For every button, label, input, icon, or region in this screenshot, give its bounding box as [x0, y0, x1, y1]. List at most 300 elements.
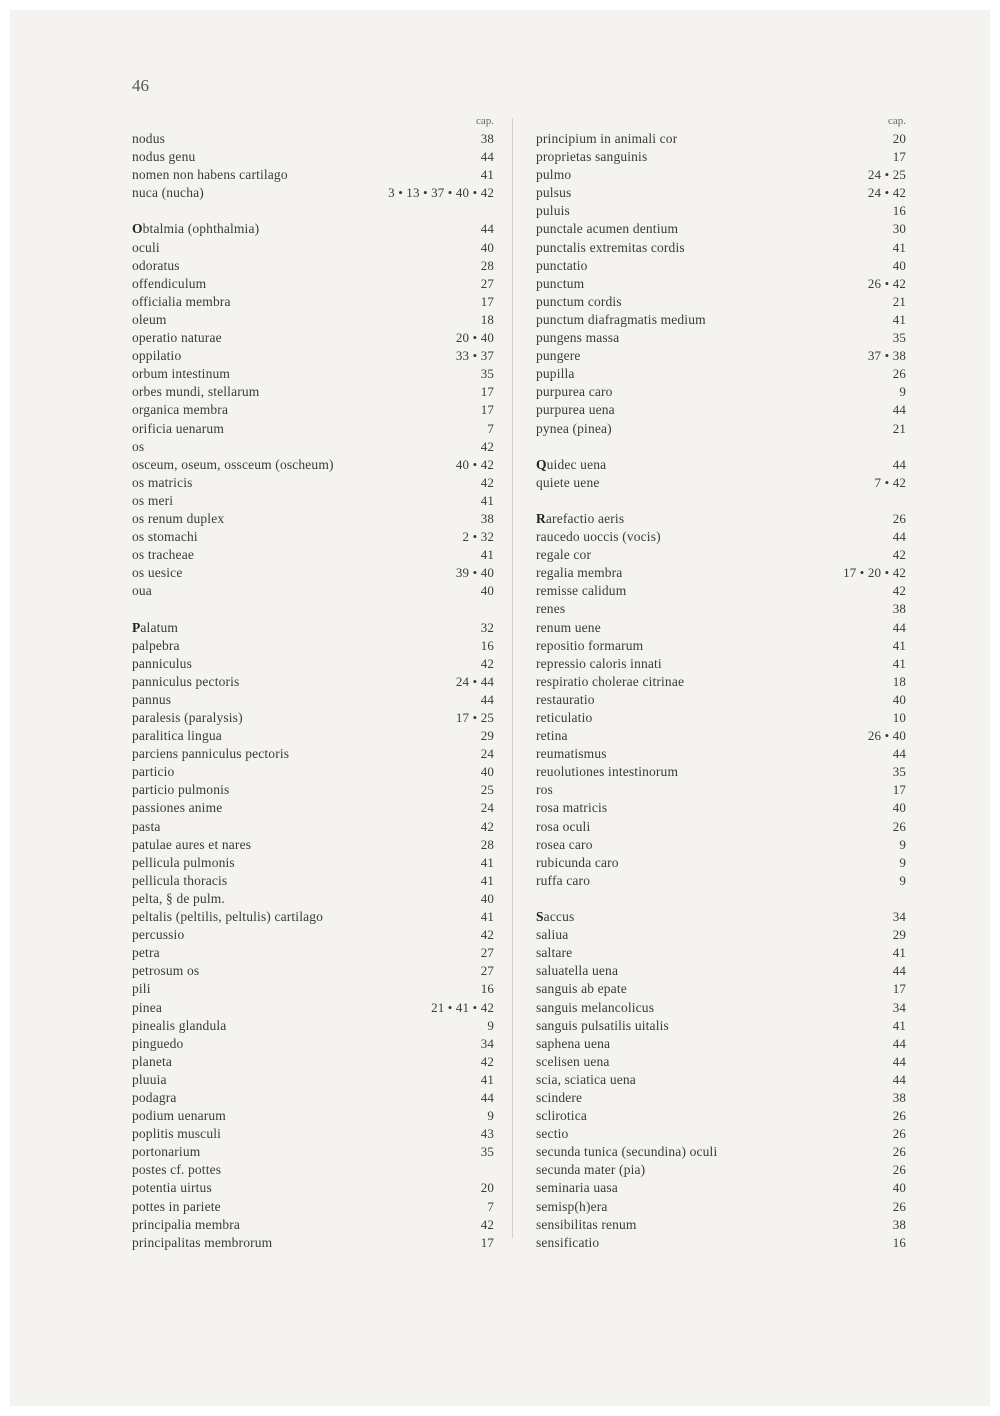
index-entry [132, 275, 494, 293]
index-entry [536, 1216, 906, 1234]
entry-term-text: officialia membra [132, 293, 231, 309]
entry-term-text: arefactio aeris [545, 510, 625, 526]
entry-term-text: semisp(h)era [536, 1198, 608, 1214]
entry-chapter-ref: 16 [480, 981, 494, 997]
entry-term [132, 1071, 167, 1089]
entry-chapter-ref: 41 [480, 1071, 494, 1087]
entry-term-text: sanguis melancolicus [536, 999, 655, 1015]
index-entry [132, 818, 494, 836]
entry-term [132, 980, 151, 998]
entry-chapter-ref: 7 [487, 420, 494, 436]
entry-term [132, 999, 162, 1017]
entry-term-text: scelisen uena [536, 1053, 610, 1069]
index-entry [536, 727, 906, 745]
index-entry [536, 528, 906, 546]
index-entry [536, 130, 906, 148]
entry-term [132, 166, 288, 184]
entry-term-text: orbum intestinum [132, 366, 231, 382]
entry-term-text: sanguis ab epate [536, 981, 627, 997]
entry-chapter-ref: 42 [480, 927, 494, 943]
index-entry [536, 655, 906, 673]
entry-chapter-ref: 17 [892, 782, 906, 798]
entry-term [536, 347, 581, 365]
entry-term-text: pellicula pulmonis [132, 854, 235, 870]
entry-term-text: oleum [132, 311, 167, 327]
index-entry [132, 655, 494, 673]
index-entry [536, 818, 906, 836]
entry-chapter-ref: 26 [892, 818, 906, 834]
entry-term-text: punctum diafragmatis medium [536, 311, 706, 327]
entry-chapter-ref: 42 [892, 547, 906, 563]
index-entry [132, 311, 494, 329]
index-entry [132, 474, 494, 492]
entry-chapter-ref: 41 [892, 637, 906, 653]
entry-term-text: pinealis glandula [132, 1017, 227, 1033]
index-entry [536, 582, 906, 600]
entry-term-text: pinguedo [132, 1035, 184, 1051]
index-entry [536, 456, 906, 474]
entry-chapter-ref: 17 [892, 981, 906, 997]
entry-chapter-ref: 17 • 25 [455, 710, 494, 725]
section-initial: R [536, 510, 546, 526]
index-entry [536, 474, 906, 492]
index-entry [132, 1107, 494, 1125]
entry-term-text: poplitis musculi [132, 1126, 222, 1142]
entry-term [536, 275, 584, 293]
entry-chapter-ref: 38 [480, 131, 494, 146]
index-entry [132, 944, 494, 962]
section-initial: P [132, 619, 141, 635]
entry-term [132, 944, 160, 962]
entry-term [536, 1216, 637, 1234]
entry-term-text: paralesis (paralysis) [132, 710, 243, 725]
index-entry [536, 311, 906, 329]
entry-term-text: passiones anime [132, 800, 223, 816]
index-entry [132, 999, 494, 1017]
entry-term-text: btalmia (ophthalmia) [142, 221, 260, 237]
entry-term-text: nuca (nucha) [132, 185, 204, 201]
index-entry [536, 1179, 906, 1197]
entry-chapter-ref: 7 • 42 [874, 474, 906, 490]
entry-term [132, 239, 160, 257]
entry-term [536, 944, 572, 962]
entry-chapter-ref: 17 [480, 1234, 494, 1250]
entry-term-text: sectio [536, 1126, 569, 1142]
entry-chapter-ref: 40 [480, 764, 494, 780]
entry-term-text: reticulatio [536, 710, 593, 725]
entry-term [536, 184, 571, 202]
entry-term-text: sclirotica [536, 1108, 587, 1124]
entry-term-text: panniculus pectoris [132, 673, 240, 689]
index-entry [132, 1053, 494, 1071]
entry-term-text: palpebra [132, 637, 180, 653]
entry-chapter-ref: 38 [480, 510, 494, 526]
index-entry [132, 691, 494, 709]
index-entry [536, 926, 906, 944]
index-entry [536, 619, 906, 637]
entry-term-text: os renum duplex [132, 510, 225, 526]
entry-chapter-ref: 9 [899, 836, 906, 852]
index-entry [132, 980, 494, 998]
entry-term [536, 329, 619, 347]
index-entry [132, 166, 494, 184]
entry-term [536, 510, 624, 528]
entry-chapter-ref: 44 [480, 221, 494, 237]
entry-term-text: punctum cordis [536, 293, 622, 309]
entry-term-text: sanguis pulsatilis uitalis [536, 1017, 669, 1033]
entry-chapter-ref: 33 • 37 [455, 348, 494, 364]
entry-term [132, 727, 222, 745]
entry-chapter-ref: 41 [480, 547, 494, 563]
entry-chapter-ref: 44 [892, 402, 906, 418]
index-entry [132, 1125, 494, 1143]
index-entry [536, 184, 906, 202]
index-entry [132, 1143, 494, 1161]
entry-term [132, 456, 334, 474]
entry-term-text: punctalis extremitas cordis [536, 239, 685, 255]
entry-term-text: ros [536, 782, 553, 798]
entry-chapter-ref: 42 [480, 655, 494, 671]
entry-term [132, 220, 259, 238]
entry-chapter-ref: 44 [892, 1053, 906, 1069]
index-entry [132, 1179, 494, 1197]
entry-chapter-ref: 30 [892, 221, 906, 237]
entry-term [536, 202, 570, 220]
entry-term-text: repressio caloris innati [536, 655, 662, 671]
entry-chapter-ref: 41 [480, 909, 494, 925]
entry-term [536, 781, 553, 799]
index-entry [536, 999, 906, 1017]
entry-chapter-ref: 20 • 40 [455, 330, 494, 346]
entry-term-text: parciens panniculus pectoris [132, 746, 290, 762]
entry-chapter-ref: 24 • 42 [867, 185, 906, 201]
page-number: 46 [132, 76, 149, 95]
entry-chapter-ref: 28 [480, 257, 494, 273]
entry-term [536, 1125, 568, 1143]
entry-term [536, 456, 606, 474]
entry-term-text: purpurea uena [536, 402, 615, 418]
entry-chapter-ref: 38 [892, 601, 906, 617]
entry-term [536, 148, 647, 166]
entry-chapter-ref: 44 [892, 619, 906, 635]
index-entry [132, 184, 494, 202]
cap-header: cap. [887, 115, 906, 127]
index-entry [536, 1089, 906, 1107]
entry-term [132, 1216, 240, 1234]
entry-term-text: regalia membra [536, 565, 623, 581]
entry-term-text: scia, sciatica uena [536, 1071, 636, 1087]
entry-chapter-ref: 3 • 13 • 37 • 40 • 42 [388, 185, 494, 201]
index-entry [132, 564, 494, 582]
entry-chapter-ref: 24 [480, 746, 494, 762]
index-entry [536, 1107, 906, 1125]
entry-term-text: repositio formarum [536, 637, 644, 653]
entry-term [536, 962, 618, 980]
entry-list [536, 130, 906, 1252]
entry-chapter-ref: 24 • 25 [867, 167, 906, 183]
index-entry [132, 1017, 494, 1035]
entry-term [132, 1161, 221, 1179]
index-entry [132, 1035, 494, 1053]
entry-term [536, 546, 591, 564]
entry-term [132, 1125, 221, 1143]
entry-term-text: pulsus [536, 185, 572, 201]
entry-term-text: puluis [536, 203, 570, 219]
entry-term [536, 1035, 610, 1053]
entry-chapter-ref: 35 [480, 366, 494, 382]
entry-term [536, 727, 568, 745]
entry-term [536, 220, 678, 238]
index-entry [536, 709, 906, 727]
entry-chapter-ref: 40 [892, 800, 906, 816]
entry-term [132, 438, 144, 456]
entry-term [536, 1234, 599, 1252]
index-entry [536, 365, 906, 383]
entry-term [536, 1179, 618, 1197]
index-entry [536, 872, 906, 890]
entry-term [132, 564, 182, 582]
entry-chapter-ref: 44 [892, 746, 906, 762]
entry-term [132, 401, 228, 419]
entry-term-text: punctale acumen dentium [536, 221, 679, 237]
entry-chapter-ref: 24 [480, 800, 494, 816]
entry-term [536, 166, 571, 184]
entry-chapter-ref: 17 • 20 • 42 [843, 565, 906, 581]
entry-chapter-ref: 42 [480, 438, 494, 454]
entry-term-text: pluuia [132, 1071, 167, 1087]
entry-term [536, 1017, 669, 1035]
entry-chapter-ref: 40 • 42 [455, 456, 494, 472]
entry-term-text: pungere [536, 348, 581, 364]
entry-term-text: alatum [140, 619, 179, 635]
entry-term [536, 1107, 587, 1125]
entry-term-text: pottes in pariete [132, 1198, 221, 1214]
entry-term [536, 1198, 608, 1216]
entry-chapter-ref: 34 [480, 1035, 494, 1051]
entry-chapter-ref: 26 [892, 510, 906, 526]
entry-term-text: saltare [536, 945, 573, 961]
entry-chapter-ref: 41 [480, 492, 494, 508]
index-entry [132, 329, 494, 347]
entry-term-text: postes cf. pottes [132, 1162, 222, 1178]
entry-term-text: os tracheae [132, 547, 194, 563]
entry-term [536, 980, 627, 998]
entry-term [536, 926, 568, 944]
entry-chapter-ref: 35 [480, 1144, 494, 1160]
entry-term-text: punctatio [536, 257, 588, 273]
entry-chapter-ref: 9 [899, 384, 906, 400]
entry-term-text: pasta [132, 818, 161, 834]
entry-term-text: regale cor [536, 547, 592, 563]
index-entry [132, 854, 494, 872]
entry-chapter-ref: 40 [480, 890, 494, 906]
entry-term [132, 745, 289, 763]
entry-term-text: reuolutiones intestinorum [536, 764, 679, 780]
entry-term [536, 763, 678, 781]
index-entry [536, 763, 906, 781]
index-entry [132, 836, 494, 854]
index-entry [536, 220, 906, 238]
entry-term [132, 872, 227, 890]
entry-term-text: pupilla [536, 366, 575, 382]
entry-term [132, 257, 180, 275]
entry-chapter-ref: 17 [480, 384, 494, 400]
index-entry [132, 510, 494, 528]
entry-term [132, 799, 222, 817]
entry-chapter-ref: 34 [892, 999, 906, 1015]
index-entry [536, 546, 906, 564]
entry-chapter-ref: 2 • 32 [462, 529, 494, 545]
entry-term [132, 908, 323, 926]
index-entry [536, 980, 906, 998]
entry-term-text: paralitica lingua [132, 728, 222, 744]
entry-term [536, 365, 575, 383]
entry-term-text: panniculus [132, 655, 192, 671]
entry-term-text: renes [536, 601, 566, 617]
index-entry [132, 781, 494, 799]
entry-term [536, 582, 626, 600]
entry-term-text: particio pulmonis [132, 782, 230, 798]
index-entry [132, 1089, 494, 1107]
entry-chapter-ref: 41 [892, 311, 906, 327]
entry-term [132, 347, 181, 365]
entry-term [536, 293, 622, 311]
index-entry [536, 673, 906, 691]
index-entry [132, 673, 494, 691]
entry-term-text: offendiculum [132, 275, 207, 291]
index-entry [536, 799, 906, 817]
entry-term [132, 1198, 221, 1216]
entry-term-text: secunda tunica (secundina) oculi [536, 1144, 718, 1160]
index-entry [132, 456, 494, 474]
entry-term-text: saliua [536, 927, 569, 943]
entry-chapter-ref: 41 [892, 239, 906, 255]
entry-chapter-ref: 40 [892, 1180, 906, 1196]
entry-chapter-ref: 27 [480, 275, 494, 291]
entry-term-text: odoratus [132, 257, 180, 273]
entry-term [536, 673, 684, 691]
entry-term-text: rubicunda caro [536, 854, 619, 870]
entry-term [536, 420, 612, 438]
entry-term-text: pinea [132, 999, 162, 1015]
index-entry [132, 763, 494, 781]
index-entry [536, 166, 906, 184]
index-entry [132, 347, 494, 365]
entry-term [132, 148, 195, 166]
entry-term [536, 655, 662, 673]
entry-term [536, 401, 615, 419]
entry-chapter-ref: 17 [892, 149, 906, 165]
index-entry [536, 854, 906, 872]
index-entry [536, 347, 906, 365]
index-entry [536, 1198, 906, 1216]
entry-chapter-ref: 9 [487, 1108, 494, 1124]
entry-chapter-ref: 7 [487, 1198, 494, 1214]
section-gap [536, 890, 906, 908]
entry-chapter-ref: 43 [480, 1126, 494, 1142]
entry-term-text: percussio [132, 927, 185, 943]
entry-chapter-ref: 26 [892, 1198, 906, 1214]
entry-term [132, 1035, 183, 1053]
index-entry [132, 239, 494, 257]
entry-term-text: sensibilitas renum [536, 1216, 637, 1232]
entry-term-text: pynea (pinea) [536, 420, 612, 436]
index-entry [132, 926, 494, 944]
index-entry [132, 619, 494, 637]
entry-chapter-ref: 42 [480, 818, 494, 834]
index-entry [536, 202, 906, 220]
entry-term [536, 619, 601, 637]
entry-term-text: pannus [132, 691, 172, 707]
index-entry [536, 1071, 906, 1089]
entry-term-text: podagra [132, 1089, 177, 1105]
entry-term [536, 1089, 582, 1107]
entry-chapter-ref: 17 [480, 402, 494, 418]
entry-term-text: potentia uirtus [132, 1180, 212, 1196]
index-entry [132, 420, 494, 438]
entry-term [536, 999, 654, 1017]
entry-chapter-ref: 21 [892, 293, 906, 309]
index-entry [132, 365, 494, 383]
entry-term-text: saluatella uena [536, 963, 619, 979]
entry-term [536, 818, 590, 836]
entry-chapter-ref: 41 [892, 1017, 906, 1033]
index-entry [132, 257, 494, 275]
entry-term [132, 510, 224, 528]
entry-term [132, 311, 167, 329]
entry-term [132, 1017, 226, 1035]
entry-chapter-ref: 42 [480, 1053, 494, 1069]
index-column-left [132, 112, 494, 1252]
entry-chapter-ref: 39 • 40 [455, 565, 494, 581]
entry-term [536, 130, 677, 148]
entry-term-text: rosa matricis [536, 800, 608, 816]
entry-term [132, 383, 259, 401]
entry-term [536, 691, 595, 709]
entry-chapter-ref: 20 [480, 1180, 494, 1196]
index-entry [132, 1071, 494, 1089]
entry-term [132, 926, 184, 944]
entry-chapter-ref: 44 [480, 149, 494, 165]
entry-term [536, 908, 574, 926]
entry-term [132, 528, 198, 546]
entry-term [132, 275, 206, 293]
entry-term-text: planeta [132, 1053, 173, 1069]
index-entry [132, 1216, 494, 1234]
section-gap [132, 600, 494, 618]
entry-chapter-ref: 21 • 41 • 42 [431, 999, 494, 1015]
entry-term [536, 1053, 610, 1071]
entry-chapter-ref: 24 • 44 [455, 673, 494, 689]
entry-term [132, 781, 229, 799]
entry-term [132, 1234, 272, 1252]
entry-chapter-ref: 35 [892, 330, 906, 346]
section-gap [536, 492, 906, 510]
index-entry [132, 383, 494, 401]
entry-term-text: respiratio cholerae citrinae [536, 673, 685, 689]
index-entry [536, 1017, 906, 1035]
entry-term-text: podium uenarum [132, 1108, 226, 1124]
entry-term-text: punctum [536, 275, 585, 291]
index-entry [536, 781, 906, 799]
entry-chapter-ref: 44 [892, 963, 906, 979]
entry-term-text: sensificatio [536, 1234, 600, 1250]
index-entry [536, 383, 906, 401]
entry-term [536, 637, 643, 655]
entry-term-text: saphena uena [536, 1035, 611, 1051]
entry-term [536, 564, 622, 582]
index-entry [536, 420, 906, 438]
